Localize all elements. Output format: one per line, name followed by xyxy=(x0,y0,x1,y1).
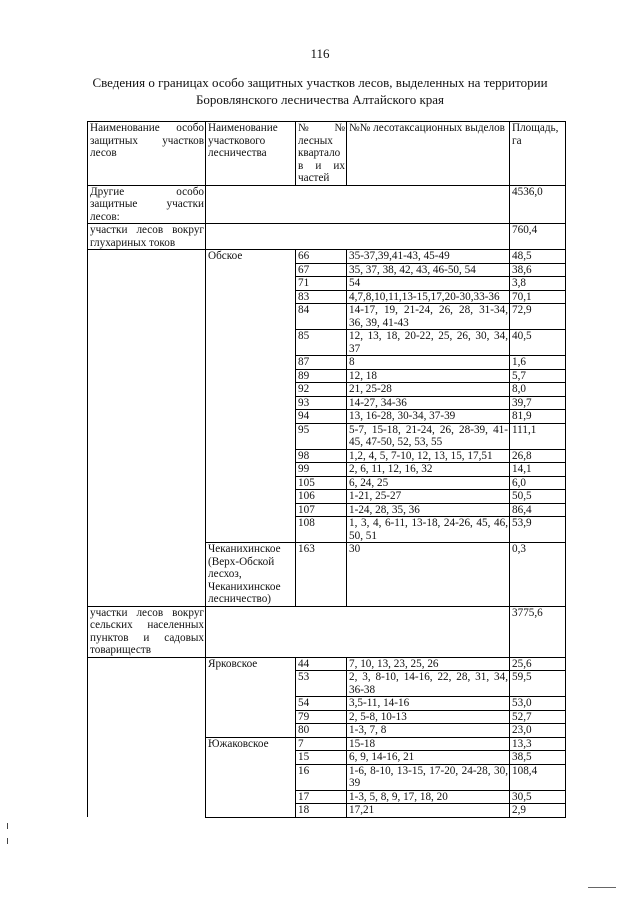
allotments: 1,2, 4, 5, 7-10, 12, 13, 15, 17,51 xyxy=(347,449,510,463)
area-value: 50,5 xyxy=(510,490,566,504)
area-value: 38,5 xyxy=(510,751,566,765)
quarter-number: 99 xyxy=(296,463,347,477)
area-value: 72,9 xyxy=(510,304,566,330)
table-row xyxy=(88,330,566,356)
section-name: Другие особо защитные участки лесов: xyxy=(88,185,206,224)
allotments: 2, 6, 11, 12, 16, 32 xyxy=(347,463,510,477)
total-row xyxy=(88,606,566,657)
quarter-number: 15 xyxy=(296,751,347,765)
blank-cell xyxy=(88,250,206,264)
allotments: 13, 16-28, 30-34, 37-39 xyxy=(347,410,510,424)
allotments: 35-37,39,41-43, 45-49 xyxy=(347,250,510,264)
table-row xyxy=(88,751,566,765)
table-row xyxy=(88,383,566,397)
document-title xyxy=(60,74,580,108)
quarter-number: 83 xyxy=(296,290,347,304)
table-row xyxy=(88,710,566,724)
header-cell: №№ лесных квартало в и их частей xyxy=(296,122,347,186)
section-area: 3775,6 xyxy=(510,606,566,657)
table-row xyxy=(88,396,566,410)
area-value: 0,3 xyxy=(510,543,566,607)
scan-mark xyxy=(588,887,616,888)
header-row xyxy=(88,122,566,186)
allotments: 7, 10, 13, 23, 25, 26 xyxy=(347,657,510,671)
blank-cell xyxy=(88,710,206,724)
allotments: 30 xyxy=(347,543,510,607)
area-value: 53,0 xyxy=(510,697,566,711)
table-row xyxy=(88,356,566,370)
boundaries-table xyxy=(87,121,566,818)
section-area: 4536,0 xyxy=(510,185,566,224)
table-row xyxy=(88,304,566,330)
blank-cell xyxy=(88,330,206,356)
blank-cell xyxy=(88,277,206,291)
allotments: 1-3, 5, 8, 9, 17, 18, 20 xyxy=(347,790,510,804)
blank-cell xyxy=(88,449,206,463)
area-value: 14,1 xyxy=(510,463,566,477)
quarter-number: 106 xyxy=(296,490,347,504)
blank-cell xyxy=(88,517,206,543)
quarter-number: 71 xyxy=(296,277,347,291)
allotments: 2, 5-8, 10-13 xyxy=(347,710,510,724)
quarter-number: 163 xyxy=(296,543,347,607)
table-row xyxy=(88,543,566,607)
allotments: 21, 25-28 xyxy=(347,383,510,397)
forestry-name: Обское xyxy=(206,250,296,543)
area-value: 70,1 xyxy=(510,290,566,304)
allotments: 2, 3, 8-10, 14-16, 22, 28, 31, 34, 36-38 xyxy=(347,671,510,697)
area-value: 81,9 xyxy=(510,410,566,424)
blank-cell xyxy=(88,790,206,804)
quarter-number: 108 xyxy=(296,517,347,543)
blank-cell xyxy=(88,724,206,738)
area-value: 1,6 xyxy=(510,356,566,370)
allotments: 17,21 xyxy=(347,804,510,818)
blank-cell xyxy=(88,476,206,490)
title-line-1: Сведения о границах особо защитных участков лесов, выделенных на территории xyxy=(92,75,548,90)
blank-cell xyxy=(88,671,206,697)
table-row xyxy=(88,490,566,504)
blank-cell xyxy=(88,490,206,504)
blank-cell xyxy=(88,383,206,397)
allotments: 14-17, 19, 21-24, 26, 28, 31-34, 36, 39, 41-43 xyxy=(347,304,510,330)
quarter-number: 18 xyxy=(296,804,347,818)
allotments: 15-18 xyxy=(347,737,510,751)
blank-cell xyxy=(88,396,206,410)
quarter-number: 94 xyxy=(296,410,347,424)
table-row xyxy=(88,697,566,711)
total-row xyxy=(88,185,566,224)
area-value: 5,7 xyxy=(510,369,566,383)
table-row xyxy=(88,517,566,543)
table-row xyxy=(88,790,566,804)
quarter-number: 98 xyxy=(296,449,347,463)
allotments: 12, 18 xyxy=(347,369,510,383)
table-row xyxy=(88,657,566,671)
empty-cell xyxy=(206,606,510,657)
blank-cell xyxy=(88,503,206,517)
blank-cell xyxy=(88,543,206,607)
header-cell: Наименование участкового лесничества xyxy=(206,122,296,186)
allotments: 6, 9, 14-16, 21 xyxy=(347,751,510,765)
allotments: 1-24, 28, 35, 36 xyxy=(347,503,510,517)
header-cell: №№ лесотаксационных выделов xyxy=(347,122,510,186)
forestry-name: Ярковское xyxy=(206,657,296,737)
area-value: 52,7 xyxy=(510,710,566,724)
blank-cell xyxy=(88,737,206,751)
blank-cell xyxy=(88,290,206,304)
quarter-number: 84 xyxy=(296,304,347,330)
area-value: 2,9 xyxy=(510,804,566,818)
allotments: 8 xyxy=(347,356,510,370)
allotments: 1-6, 8-10, 13-15, 17-20, 24-28, 30, 39 xyxy=(347,764,510,790)
table-row xyxy=(88,250,566,264)
table-row xyxy=(88,463,566,477)
quarter-number: 95 xyxy=(296,423,347,449)
allotments: 6, 24, 25 xyxy=(347,476,510,490)
area-value: 13,3 xyxy=(510,737,566,751)
allotments: 35, 37, 38, 42, 43, 46-50, 54 xyxy=(347,263,510,277)
quarter-number: 44 xyxy=(296,657,347,671)
area-value: 59,5 xyxy=(510,671,566,697)
area-value: 108,4 xyxy=(510,764,566,790)
area-value: 23,0 xyxy=(510,724,566,738)
area-value: 48,5 xyxy=(510,250,566,264)
area-value: 53,9 xyxy=(510,517,566,543)
quarter-number: 66 xyxy=(296,250,347,264)
table-row xyxy=(88,290,566,304)
quarter-number: 87 xyxy=(296,356,347,370)
blank-cell xyxy=(88,463,206,477)
allotments: 54 xyxy=(347,277,510,291)
empty-cell xyxy=(206,185,510,224)
section-name: участки лесов вокруг сельских населенных пунктов и садовых товариществ xyxy=(88,606,206,657)
allotments: 1-21, 25-27 xyxy=(347,490,510,504)
table-row xyxy=(88,503,566,517)
allotments: 3,5-11, 14-16 xyxy=(347,697,510,711)
area-value: 26,8 xyxy=(510,449,566,463)
area-value: 39,7 xyxy=(510,396,566,410)
table-row xyxy=(88,804,566,818)
quarter-number: 93 xyxy=(296,396,347,410)
blank-cell xyxy=(88,697,206,711)
area-value: 8,0 xyxy=(510,383,566,397)
area-value: 38,6 xyxy=(510,263,566,277)
quarter-number: 54 xyxy=(296,697,347,711)
total-row xyxy=(88,224,566,250)
blank-cell xyxy=(88,356,206,370)
header-cell: Площадь, га xyxy=(510,122,566,186)
allotments: 12, 13, 18, 20-22, 25, 26, 30, 34, 37 xyxy=(347,330,510,356)
section-area: 760,4 xyxy=(510,224,566,250)
table-row xyxy=(88,764,566,790)
quarter-number: 53 xyxy=(296,671,347,697)
header-cell: Наименование особо защитных участков лесов xyxy=(88,122,206,186)
quarter-number: 7 xyxy=(296,737,347,751)
area-value: 3,8 xyxy=(510,277,566,291)
blank-cell xyxy=(88,751,206,765)
page-number: 116 xyxy=(310,46,330,61)
quarter-number: 17 xyxy=(296,790,347,804)
section-name: участки лесов вокруг глухариных токов xyxy=(88,224,206,250)
scan-mark xyxy=(7,838,8,844)
quarter-number: 79 xyxy=(296,710,347,724)
table-row xyxy=(88,737,566,751)
table-row xyxy=(88,277,566,291)
table-row xyxy=(88,369,566,383)
title-line-2: Боровлянского лесничества Алтайского края xyxy=(195,92,445,107)
area-value: 40,5 xyxy=(510,330,566,356)
allotments: 14-27, 34-36 xyxy=(347,396,510,410)
quarter-number: 67 xyxy=(296,263,347,277)
allotments: 1-3, 7, 8 xyxy=(347,724,510,738)
quarter-number: 105 xyxy=(296,476,347,490)
quarter-number: 85 xyxy=(296,330,347,356)
table-row xyxy=(88,263,566,277)
table-row xyxy=(88,449,566,463)
forestry-name: Чеканихинское (Верх-Обской лесхоз, Чеканихинское лесничество) xyxy=(206,543,296,607)
quarter-number: 89 xyxy=(296,369,347,383)
area-value: 30,5 xyxy=(510,790,566,804)
table-row xyxy=(88,724,566,738)
empty-cell xyxy=(206,224,510,250)
blank-cell xyxy=(88,657,206,671)
blank-cell xyxy=(88,423,206,449)
blank-cell xyxy=(88,764,206,790)
blank-cell xyxy=(88,369,206,383)
quarter-number: 16 xyxy=(296,764,347,790)
quarter-number: 107 xyxy=(296,503,347,517)
blank-cell xyxy=(88,410,206,424)
table-row xyxy=(88,423,566,449)
forestry-name: Южаковское xyxy=(206,737,296,817)
area-value: 86,4 xyxy=(510,503,566,517)
quarter-number: 92 xyxy=(296,383,347,397)
area-value: 6,0 xyxy=(510,476,566,490)
area-value: 25,6 xyxy=(510,657,566,671)
table-row xyxy=(88,410,566,424)
table-row xyxy=(88,671,566,697)
allotments: 1, 3, 4, 6-11, 13-18, 24-26, 45, 46, 50, 51 xyxy=(347,517,510,543)
blank-cell xyxy=(88,804,206,818)
blank-cell xyxy=(88,304,206,330)
allotments: 4,7,8,10,11,13-15,17,20-30,33-36 xyxy=(347,290,510,304)
blank-cell xyxy=(88,263,206,277)
quarter-number: 80 xyxy=(296,724,347,738)
scan-mark xyxy=(7,823,8,829)
allotments: 5-7, 15-18, 21-24, 26, 28-39, 41-45, 47-50, 52, 53, 55 xyxy=(347,423,510,449)
table-row xyxy=(88,476,566,490)
area-value: 111,1 xyxy=(510,423,566,449)
